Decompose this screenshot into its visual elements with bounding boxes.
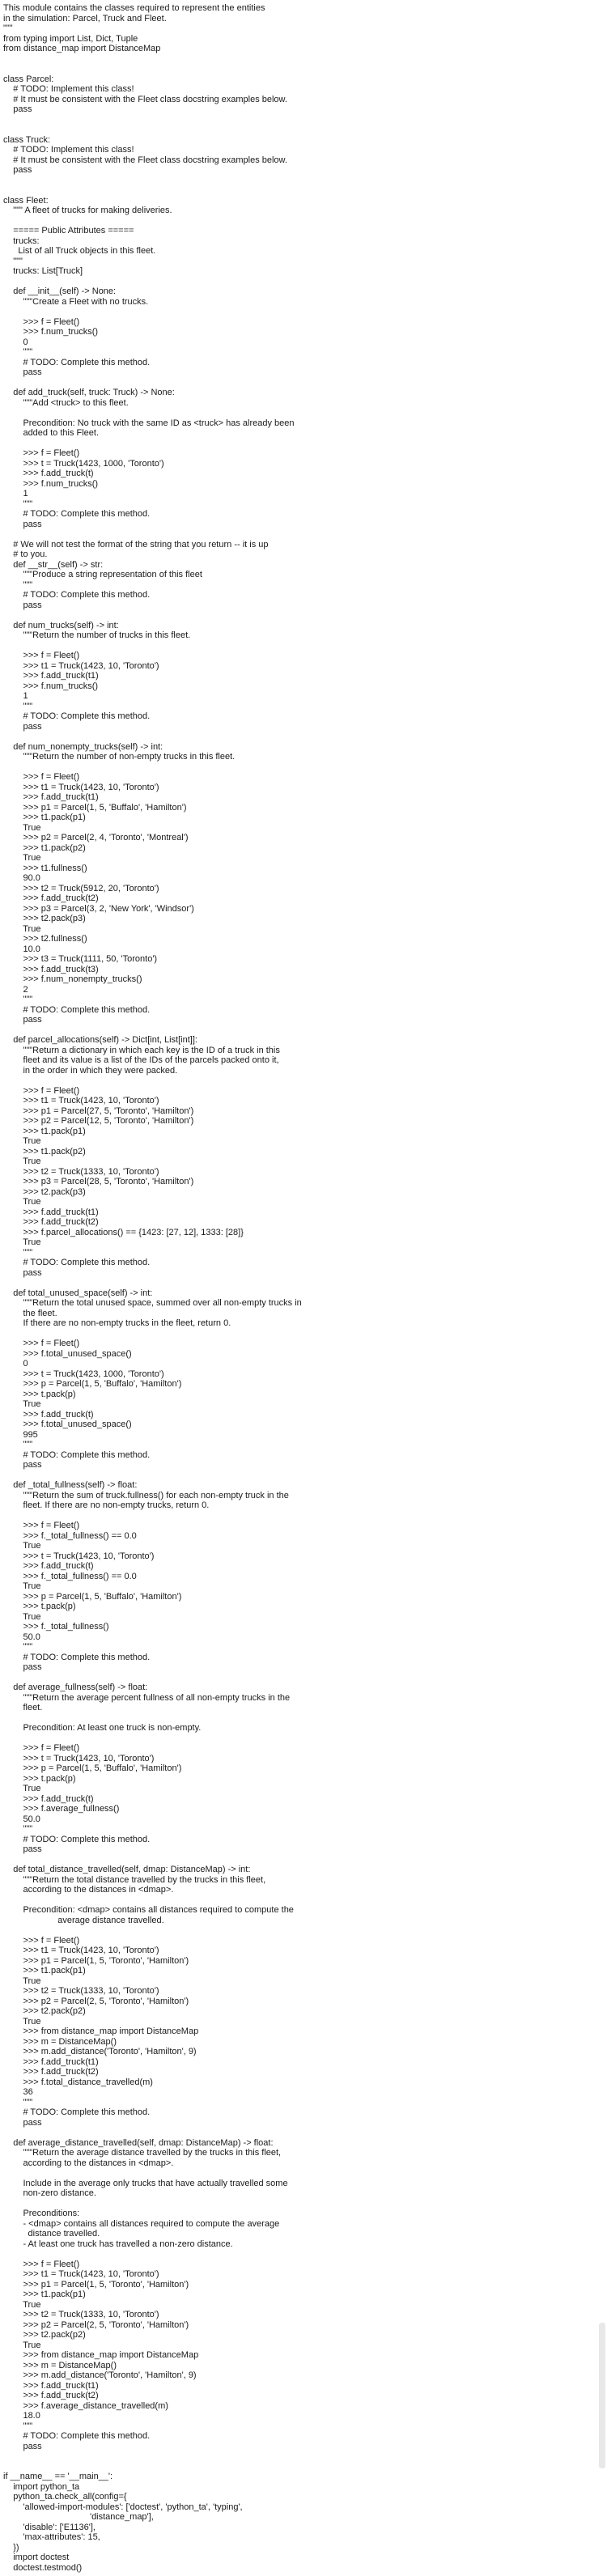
code-line: def total_unused_space(self) -> int:	[3, 1288, 153, 1298]
code-line: >>> t = Truck(1423, 1000, 'Toronto')	[3, 458, 164, 469]
code-line: True	[3, 1611, 41, 1622]
code-line	[3, 176, 604, 186]
code-line: >>> f = Fleet()	[3, 448, 80, 458]
scrollbar[interactable]	[599, 2323, 605, 2468]
code-line: >>> f.add_truck(t2)	[3, 893, 99, 903]
code-line: >>> f.total_unused_space()	[3, 1420, 132, 1429]
code-line	[3, 2249, 604, 2260]
code-line: True	[3, 2299, 41, 2310]
code-line: >>> f._total_fullness() == 0.0	[3, 1571, 137, 1581]
code-line: >>> f.num_trucks()	[3, 681, 99, 691]
code-line: """Return a dictionary in which each key is the ID of a truck in this	[3, 1045, 280, 1055]
code-line	[3, 185, 604, 196]
code-line: 'allowed-import-modules': ['doctest', 'python_ta', 'typing',	[3, 2502, 243, 2512]
code-line	[3, 529, 604, 540]
code-line	[3, 762, 604, 773]
code-line: import doctest	[3, 2553, 70, 2562]
code-line: True	[3, 1136, 41, 1146]
code-line: Include in the average only trucks that have actually travelled some	[3, 2178, 288, 2188]
code-line: pass	[3, 367, 42, 377]
code-line: if __name__ == '__main__':	[3, 2472, 113, 2481]
code-line: # TODO: Complete this method.	[3, 1258, 151, 1267]
code-line: pass	[3, 1015, 42, 1025]
code-line: # TODO: Complete this method.	[3, 711, 151, 721]
code-line: >>> t1 = Truck(1423, 10, 'Toronto')	[3, 1096, 159, 1106]
code-line	[3, 216, 604, 227]
code-line: # TODO: Complete this method.	[3, 590, 151, 600]
code-line: >>> p3 = Parcel(3, 2, 'New York', 'Windsor')	[3, 903, 194, 914]
code-line: """	[3, 23, 13, 33]
code-line: """	[3, 1824, 33, 1834]
code-line: True	[3, 1975, 41, 1986]
code-line: >>> m.add_distance('Toronto', 'Hamilton', 9)	[3, 2047, 197, 2056]
code-line	[3, 1076, 604, 1086]
code-line: """Return the average distance travelled by the trucks in this fleet,	[3, 2148, 282, 2158]
code-line: python_ta.check_all(config={	[3, 2492, 127, 2502]
code-line: # TODO: Complete this method.	[3, 357, 151, 367]
code-line: """Return the total distance travelled by the trucks in this fleet,	[3, 1874, 266, 1885]
code-line: >>> f.add_truck(t1)	[3, 1207, 99, 1217]
code-line: pass	[3, 600, 42, 610]
code-line: """	[3, 499, 33, 509]
code-line: 1	[3, 489, 28, 499]
code-line: def average_distance_travelled(self, dmap: DistanceMap) -> float:	[3, 2137, 274, 2148]
code-line: # TODO: Complete this method.	[3, 1004, 151, 1015]
code-line: ===== Public Attributes =====	[3, 226, 134, 236]
code-line: >>> p1 = Parcel(1, 5, 'Toronto', 'Hamilton')	[3, 1955, 189, 1966]
code-line	[3, 54, 604, 65]
code-line: def __str__(self) -> str:	[3, 559, 104, 570]
code-line: 'distance_map'],	[3, 2512, 154, 2522]
code-line: True	[3, 1156, 41, 1166]
code-line: """	[3, 1440, 33, 1449]
code-line: pass	[3, 165, 32, 175]
code-line	[3, 1855, 604, 1865]
code-line	[3, 1470, 604, 1481]
code-line: >>> f.add_truck(t1)	[3, 2056, 99, 2067]
code-line: >>> f = Fleet()	[3, 316, 80, 327]
code-line: fleet. If there are no non-empty trucks, return 0.	[3, 1500, 210, 1510]
code-line: 10.0	[3, 944, 40, 954]
code-line	[3, 408, 604, 418]
code-line: """Return the total unused space, summed over all non-empty trucks in	[3, 1298, 302, 1308]
code-line: doctest.testmod()	[3, 2562, 83, 2573]
code-line: 995	[3, 1429, 38, 1440]
code-line: >>> f = Fleet()	[3, 1743, 80, 1753]
code-line: 1	[3, 691, 28, 701]
code-line: Precondition: At least one truck is non-empty.	[3, 1723, 202, 1733]
code-line: True	[3, 1237, 41, 1247]
code-line: >>> f = Fleet()	[3, 1085, 80, 1096]
code-line: >>> f.add_truck(t1)	[3, 2380, 99, 2391]
code-line: pass	[3, 1844, 42, 1854]
code-line	[3, 2451, 604, 2462]
code-line	[3, 1895, 604, 1906]
code-line: from distance_map import DistanceMap	[3, 44, 161, 53]
code-line: >>> m = DistanceMap()	[3, 2036, 117, 2047]
code-line	[3, 125, 604, 135]
code-line: def num_nonempty_trucks(self) -> int:	[3, 741, 163, 752]
code-line: >>> f.add_truck(t3)	[3, 964, 99, 974]
code-line: 0	[3, 337, 28, 347]
code-line: >>> t2 = Truck(5912, 20, 'Toronto')	[3, 883, 159, 893]
code-line: >>> t1.fullness()	[3, 863, 87, 873]
code-line: >>> f.add_truck(t)	[3, 1409, 94, 1420]
code-line: """	[3, 256, 23, 266]
code-line: """	[3, 2421, 33, 2431]
code-line: >>> f = Fleet()	[3, 1521, 80, 1530]
code-line: in the order in which they were packed.	[3, 1065, 178, 1076]
code-line: according to the distances in <dmap>.	[3, 1885, 174, 1895]
code-line: >>> t1.pack(p2)	[3, 842, 86, 853]
code-line: """Return the sum of truck.fullness() for each non-empty truck in the	[3, 1490, 289, 1500]
code-line	[3, 2128, 604, 2138]
code-line: True	[3, 923, 41, 934]
code-line: 2	[3, 984, 28, 995]
code-line	[3, 378, 604, 388]
code-line: # to you.	[3, 550, 48, 559]
code-line: distance travelled.	[3, 2229, 100, 2239]
code-line: >>> p2 = Parcel(12, 5, 'Toronto', 'Hamilton')	[3, 1116, 194, 1126]
code-line: from typing import List, Dict, Tuple	[3, 33, 138, 44]
code-line: """Return the average percent fullness of all non-empty trucks in the	[3, 1692, 291, 1703]
code-line: # TODO: Complete this method.	[3, 1652, 151, 1662]
code-line: pass	[3, 1460, 42, 1470]
code-line: # TODO: Complete this method.	[3, 1834, 151, 1844]
code-line: If there are no non-empty trucks in the fleet, return 0.	[3, 1318, 231, 1328]
code-line: 0	[3, 1359, 28, 1369]
code-line: pass	[3, 2117, 42, 2128]
code-line: >>> t.pack(p)	[3, 1602, 76, 1611]
code-line: """Produce a string representation of this fleet	[3, 570, 202, 579]
code-line: pass	[3, 2441, 42, 2451]
code-line: True	[3, 2016, 41, 2026]
code-line: This module contains the classes required to represent the entities	[3, 3, 265, 13]
code-line: added to this Fleet.	[3, 428, 100, 438]
code-line: >>> f.add_truck(t2)	[3, 2067, 99, 2077]
code-line: List of all Truck objects in this fleet.	[3, 246, 156, 256]
code-line: >>> t1.pack(p1)	[3, 813, 86, 822]
code-line: def add_truck(self, truck: Truck) -> None:	[3, 388, 175, 397]
code-line: """	[3, 1642, 33, 1652]
code-line: - At least one truck has travelled a non-zero distance.	[3, 2239, 233, 2249]
code-line: >>> t1.pack(p1)	[3, 1126, 86, 1136]
code-line: >>> f.add_truck(t1)	[3, 671, 99, 681]
code-line: >>> t2 = Truck(1333, 10, 'Toronto')	[3, 1986, 159, 1996]
code-line: """ A fleet of trucks for making deliveries.	[3, 206, 172, 215]
code-line: >>> f._total_fullness()	[3, 1622, 109, 1632]
code-line: >>> f._total_fullness() == 0.0	[3, 1530, 137, 1541]
code-line: 50.0	[3, 1814, 40, 1824]
code-line: >>> p = Parcel(1, 5, 'Buffalo', 'Hamilton')	[3, 1763, 182, 1773]
code-line: # TODO: Complete this method.	[3, 2107, 151, 2117]
code-line: >>> t1 = Truck(1423, 10, 'Toronto')	[3, 660, 159, 671]
code-line: def parcel_allocations(self) -> Dict[int, List[int]]:	[3, 1035, 197, 1045]
code-line	[3, 277, 604, 287]
code-line	[3, 115, 604, 125]
code-line: - <dmap> contains all distances required to compute the average	[3, 2218, 280, 2229]
code-line: >>> m.add_distance('Toronto', 'Hamilton', 9)	[3, 2370, 197, 2380]
code-line: """	[3, 2097, 33, 2107]
code-line: """	[3, 347, 33, 357]
code-line: Precondition: <dmap> contains all distances required to compute the	[3, 1905, 294, 1915]
code-line: >>> f = Fleet()	[3, 1339, 80, 1348]
code-line: >>> f = Fleet()	[3, 1935, 80, 1946]
code-line	[3, 641, 604, 651]
code-line: >>> f.total_unused_space()	[3, 1348, 132, 1359]
code-line: """	[3, 995, 33, 1004]
code-line: >>> t.pack(p)	[3, 1389, 76, 1399]
code-line: Preconditions:	[3, 2209, 80, 2218]
code-line: pass	[3, 519, 42, 529]
code-line: 18.0	[3, 2411, 40, 2421]
code-line: >>> t2.pack(p2)	[3, 2330, 86, 2340]
code-line: True	[3, 853, 41, 863]
code-line: # We will not test the format of the string that you return -- it is up	[3, 539, 269, 550]
code-line: trucks: List[Truck]	[3, 266, 83, 276]
code-line: """Create a Fleet with no trucks.	[3, 296, 149, 307]
code-line: """Return the number of non-empty trucks in this fleet.	[3, 752, 236, 762]
code-line: >>> from distance_map import DistanceMap	[3, 2350, 199, 2360]
code-line: Precondition: No truck with the same ID as <truck> has already been	[3, 418, 295, 428]
code-line: >>> p = Parcel(1, 5, 'Buffalo', 'Hamilton')	[3, 1379, 182, 1389]
code-line: class Parcel:	[3, 74, 54, 84]
code-line: >>> p1 = Parcel(1, 5, 'Toronto', 'Hamilton')	[3, 2279, 189, 2290]
code-line: """Add <truck> to this fleet.	[3, 397, 129, 408]
code-line: >>> p2 = Parcel(2, 5, 'Toronto', 'Hamilton')	[3, 2319, 189, 2330]
code-line: True	[3, 1541, 41, 1551]
code-line: >>> f.num_nonempty_trucks()	[3, 974, 142, 984]
code-line: >>> f.average_fullness()	[3, 1804, 120, 1814]
code-line	[3, 1673, 604, 1683]
code-line: import python_ta	[3, 2481, 80, 2492]
code-line: >>> f.num_trucks()	[3, 327, 99, 337]
code-line: >>> f = Fleet()	[3, 2259, 80, 2269]
code-line: >>> t3 = Truck(1111, 50, 'Toronto')	[3, 954, 158, 964]
code-line: True	[3, 1399, 41, 1409]
code-line: >>> f.add_truck(t)	[3, 1561, 94, 1571]
code-line: >>> t1.pack(p1)	[3, 2290, 86, 2299]
code-line	[3, 1511, 604, 1521]
code-line	[3, 2199, 604, 2209]
code-line	[3, 439, 604, 449]
code-line: >>> f.add_truck(t)	[3, 469, 94, 478]
code-line: >>> t = Truck(1423, 10, 'Toronto')	[3, 1551, 155, 1561]
code-line	[3, 732, 604, 742]
code-line: # TODO: Implement this class!	[3, 145, 134, 155]
code-line: >>> f.average_distance_travelled(m)	[3, 2400, 168, 2411]
code-line: def total_distance_travelled(self, dmap: DistanceMap) -> int:	[3, 1865, 251, 1874]
code-line: >>> t2.pack(p3)	[3, 914, 86, 923]
code-line: # TODO: Complete this method.	[3, 1449, 151, 1460]
code-line: 50.0	[3, 1632, 40, 1642]
code-line: >>> f = Fleet()	[3, 772, 80, 782]
code-line: True	[3, 1784, 41, 1793]
code-line: >>> t1.pack(p2)	[3, 1146, 86, 1156]
code-line: True	[3, 1581, 41, 1591]
code-line: fleet and its value is a list of the IDs of the parcels packed onto it,	[3, 1055, 279, 1065]
code-line: >>> t = Truck(1423, 1000, 'Toronto')	[3, 1369, 164, 1379]
code-line: class Fleet:	[3, 195, 49, 206]
code-line: average distance travelled.	[3, 1915, 164, 1925]
code-line: })	[3, 2542, 19, 2553]
code-line: >>> p3 = Parcel(28, 5, 'Toronto', 'Hamilton')	[3, 1177, 194, 1186]
code-line: pass	[3, 1267, 42, 1278]
code-line: # TODO: Complete this method.	[3, 2431, 151, 2441]
code-line: """Return the number of trucks in this fleet.	[3, 630, 191, 640]
code-line: >>> f = Fleet()	[3, 651, 80, 660]
code-line: >>> f.add_truck(t2)	[3, 2391, 99, 2400]
code-line	[3, 1025, 604, 1036]
code-line	[3, 1329, 604, 1339]
code-line: >>> from distance_map import DistanceMap	[3, 2026, 199, 2036]
code-line: >>> t2.pack(p2)	[3, 2006, 86, 2016]
code-line: # It must be consistent with the Fleet class docstring examples below.	[3, 94, 287, 104]
code-line: >>> p2 = Parcel(2, 5, 'Toronto', 'Hamilton')	[3, 1996, 189, 2006]
code-line: class Truck:	[3, 134, 51, 145]
code-line	[3, 1713, 604, 1724]
code-line: >>> f.add_truck(t)	[3, 1793, 94, 1804]
code-line: pass	[3, 1662, 42, 1672]
code-line: non-zero distance.	[3, 2188, 96, 2198]
code-line: >>> t1 = Truck(1423, 10, 'Toronto')	[3, 782, 159, 792]
code-line: pass	[3, 104, 32, 114]
code-line: >>> t2.fullness()	[3, 934, 87, 944]
code-line: >>> p1 = Parcel(27, 5, 'Toronto', 'Hamilton')	[3, 1106, 194, 1116]
code-line: def average_fullness(self) -> float:	[3, 1683, 148, 1692]
code-line: # TODO: Complete this method.	[3, 509, 151, 519]
code-line	[3, 1925, 604, 1936]
code-line: trucks:	[3, 236, 40, 246]
code-line: >>> f.parcel_allocations() == {1423: [27, 12], 1333: [28]}	[3, 1227, 244, 1237]
code-line: pass	[3, 721, 42, 732]
code-line: def _total_fullness(self) -> float:	[3, 1480, 138, 1490]
code-line: >>> t1.pack(p1)	[3, 1966, 86, 1975]
code-line: def __init__(self) -> None:	[3, 286, 117, 296]
code-line: 36	[3, 2087, 33, 2097]
code-line: >>> t2 = Truck(1333, 10, 'Toronto')	[3, 1166, 159, 1177]
code-line: >>> t = Truck(1423, 10, 'Toronto')	[3, 1753, 155, 1763]
code-line: fleet.	[3, 1703, 43, 1712]
code-line: >>> t2.pack(p3)	[3, 1186, 86, 1197]
code-line: according to the distances in <dmap>.	[3, 2158, 174, 2168]
code-line: """	[3, 579, 33, 590]
code-line: """	[3, 701, 33, 711]
code-line: >>> f.total_distance_travelled(m)	[3, 2077, 153, 2087]
code-line: 'max-attributes': 15,	[3, 2532, 100, 2542]
code-line: True	[3, 822, 41, 833]
code-line: def num_trucks(self) -> int:	[3, 620, 119, 630]
code-line: >>> m = DistanceMap()	[3, 2360, 117, 2370]
code-line	[3, 2168, 604, 2179]
code-line	[3, 1734, 604, 1744]
code-line: >>> f.add_truck(t1)	[3, 792, 99, 802]
code-line	[3, 610, 604, 621]
code-line: 90.0	[3, 873, 40, 883]
code-line: 'disable': ['E1136'],	[3, 2522, 96, 2532]
code-line: >>> t1 = Truck(1423, 10, 'Toronto')	[3, 2269, 159, 2279]
code-line: the fleet.	[3, 1308, 57, 1318]
code-line: >>> t2 = Truck(1333, 10, 'Toronto')	[3, 2310, 159, 2319]
code-line: >>> f.add_truck(t2)	[3, 1217, 99, 1227]
code-line: True	[3, 2340, 41, 2350]
code-line: >>> p = Parcel(1, 5, 'Buffalo', 'Hamilton')	[3, 1591, 182, 1602]
code-line	[3, 64, 604, 74]
code-line	[3, 307, 604, 317]
code-line: # It must be consistent with the Fleet class docstring examples below.	[3, 155, 287, 165]
code-line	[3, 1278, 604, 1288]
code-line: in the simulation: Parcel, Truck and Fleet.	[3, 13, 167, 23]
code-line: >>> f.num_trucks()	[3, 478, 99, 489]
code-line: """	[3, 1247, 33, 1258]
code-line: >>> t.pack(p)	[3, 1773, 76, 1784]
code-line: True	[3, 1197, 41, 1207]
code-line: >>> p1 = Parcel(1, 5, 'Buffalo', 'Hamilton')	[3, 802, 187, 813]
code-line: >>> t1 = Truck(1423, 10, 'Toronto')	[3, 1946, 159, 1955]
code-line	[3, 2462, 604, 2472]
code-line: # TODO: Implement this class!	[3, 84, 134, 94]
code-line: >>> p2 = Parcel(2, 4, 'Toronto', 'Montreal')	[3, 833, 189, 842]
